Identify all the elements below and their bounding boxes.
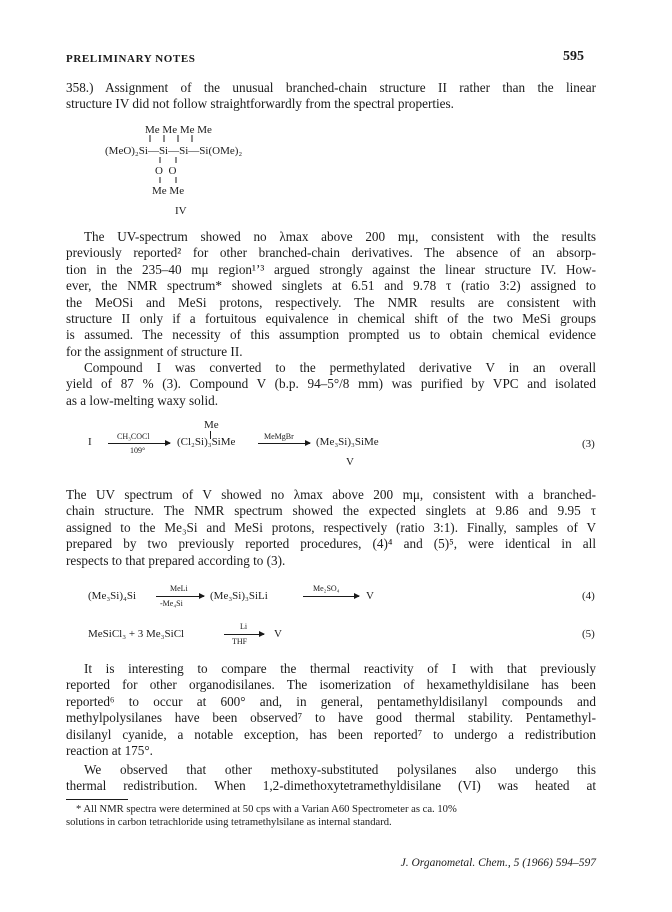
footnote (66, 803, 596, 829)
text-line: thermal redistribution. When 1,2-dimethoxytetramethyldisilane (VI) was heated at (66, 778, 596, 794)
eq3-number: (3) (582, 438, 595, 450)
eq5-reagent: Li (240, 622, 248, 631)
eq4-intermediate: (Me₃Si)₃SiLi (210, 590, 268, 602)
structure-iv-top-methyls: Me Me Me Me (145, 124, 212, 136)
text-line: reaction at 175°. (66, 743, 153, 759)
paragraph-compound-v (66, 360, 596, 409)
running-title: PRELIMINARY NOTES (66, 53, 196, 65)
text-line: respects to that prepared according to (3). (66, 552, 286, 568)
eq4-product: V (366, 590, 374, 602)
text-line: structure II only if a fortuitous equivalence in chemical shift of the two MeSi groups (66, 311, 596, 327)
eq3-reagent1: CH₃COCl (117, 432, 150, 441)
text-line: ever, the NMR spectrum* showed singlets at 6.51 and 9.78 τ (ratio 3:2) assigned to (66, 278, 596, 294)
eq4-reagent1: MeLi (170, 584, 188, 593)
text-line: previously reported² for other branched-chain derivatives. The absence of an absorp- (66, 245, 596, 261)
text-line: prepared by two previously reported procedures, (4)⁴ and (5)⁵, were identical in all (66, 536, 596, 552)
eq5-product: V (274, 628, 282, 640)
eq4-condition1: -Me₄Si (160, 599, 183, 608)
structure-iv-bottom-methyls: Me Me (152, 185, 185, 197)
paragraph-redistribution (66, 762, 596, 795)
eq4-arrow1 (156, 596, 204, 597)
text-line: disilanyl cyanide, a notable exception, has been reported⁷ to undergo a redistribution (66, 726, 596, 742)
text-line: The UV spectrum of V showed no λmax above 200 mμ, consistent with a branched- (66, 487, 596, 502)
structure-iv-oxygens: O O (155, 165, 177, 177)
text-line: Compound I was converted to the permethylated derivative V in an overall (84, 360, 596, 375)
page-number: 595 (563, 49, 584, 64)
text-line: as a low-melting waxy solid. (66, 392, 218, 408)
text-line: for the assignment of structure II. (66, 343, 243, 359)
text-line: tion in the 235–40 mμ region¹ʼ³ argued strongly against the linear structure IV. How- (66, 261, 596, 277)
eq4-reagent2: Me₂SO₄ (313, 584, 340, 593)
text-line: structure IV did not follow straightforwardly from the spectral properties. (66, 96, 454, 112)
text-line: chain structure. The NMR spectrum showed the expected singlets at 9.86 and 9.95 τ (66, 503, 596, 519)
structure-iv-bonds (140, 133, 250, 193)
footnote-line: * All NMR spectra were determined at 50 cps with a Varian A60 Spectrometer as ca. 10% (76, 804, 457, 815)
footnote-rule (66, 799, 128, 800)
paragraph-uv-nmr (66, 229, 596, 360)
text-line: We observed that other methoxy-substituted polysilanes also undergo this (84, 762, 596, 777)
structure-iv-label: IV (175, 205, 187, 217)
eq3-me-label: Me (204, 419, 219, 431)
eq3-arrow2 (258, 443, 310, 444)
text-line: It is interesting to compare the thermal reactivity of I with that previously (84, 661, 596, 676)
eq3-product-label: V (346, 456, 354, 468)
structure-iv-backbone: (MeO)₂Si—Si—Si—Si(OMe)₂ (105, 145, 243, 157)
eq3-condition1: 109° (130, 446, 146, 455)
eq5-arrow (224, 634, 264, 635)
eq4-number: (4) (582, 590, 595, 602)
eq5-solvent: THF (232, 637, 248, 646)
text-line: 358.) Assignment of the unusual branched-chain structure II rather than the linear (66, 80, 596, 95)
text-line: The UV-spectrum showed no λmax above 200 mμ, consistent with the results (84, 229, 596, 244)
eq3-product: (Me₃Si)₃SiMe (316, 436, 379, 448)
paragraph-thermal-reactivity (66, 661, 596, 759)
text-line: yield of 87 % (3). Compound V (b.p. 94–5°/8 mm) was purified by VPC and isolated (66, 376, 596, 392)
eq3-reagent2: MeMgBr (264, 432, 294, 441)
eq5-reactants: MeSiCl₃ + 3 Me₃SiCl (88, 628, 185, 640)
text-line: reported⁶ to occur at 600° and, in general, pentamethyldisilanyl compounds and (66, 693, 596, 709)
text-line: reported for other organodisilanes. The isomerization of hexamethyldisilane has been (66, 677, 596, 693)
eq4-arrow2 (303, 596, 359, 597)
eq4-start: (Me₃Si)₄Si (88, 590, 137, 602)
eq3-arrow1 (108, 443, 170, 444)
footnote-line: solutions in carbon tetrachloride using tetramethylsilane as internal standard. (66, 817, 392, 828)
eq5-number: (5) (582, 628, 595, 640)
text-line: assigned to the Me₃Si and MeSi protons, respectively (ratio 3:1). Finally, samples of V (66, 519, 596, 535)
paragraph-uv-of-v (66, 487, 596, 569)
paragraph-intro (66, 80, 596, 113)
journal-reference: J. Organometal. Chem., 5 (1966) 594–597 (400, 857, 596, 869)
text-line: methylpolysilanes have been observed⁷ to have good thermal stability. Pentamethyl- (66, 710, 596, 726)
eq3-start: I (88, 436, 92, 448)
text-line: the MeOSi and MeSi protons, respectively. The NMR results are consistent with (66, 294, 596, 310)
eq3-intermediate: (Cl₂Si)₃SiMe (177, 436, 236, 448)
text-line: is assumed. The necessity of this assumption prompted us to obtain chemical evidence (66, 327, 596, 343)
